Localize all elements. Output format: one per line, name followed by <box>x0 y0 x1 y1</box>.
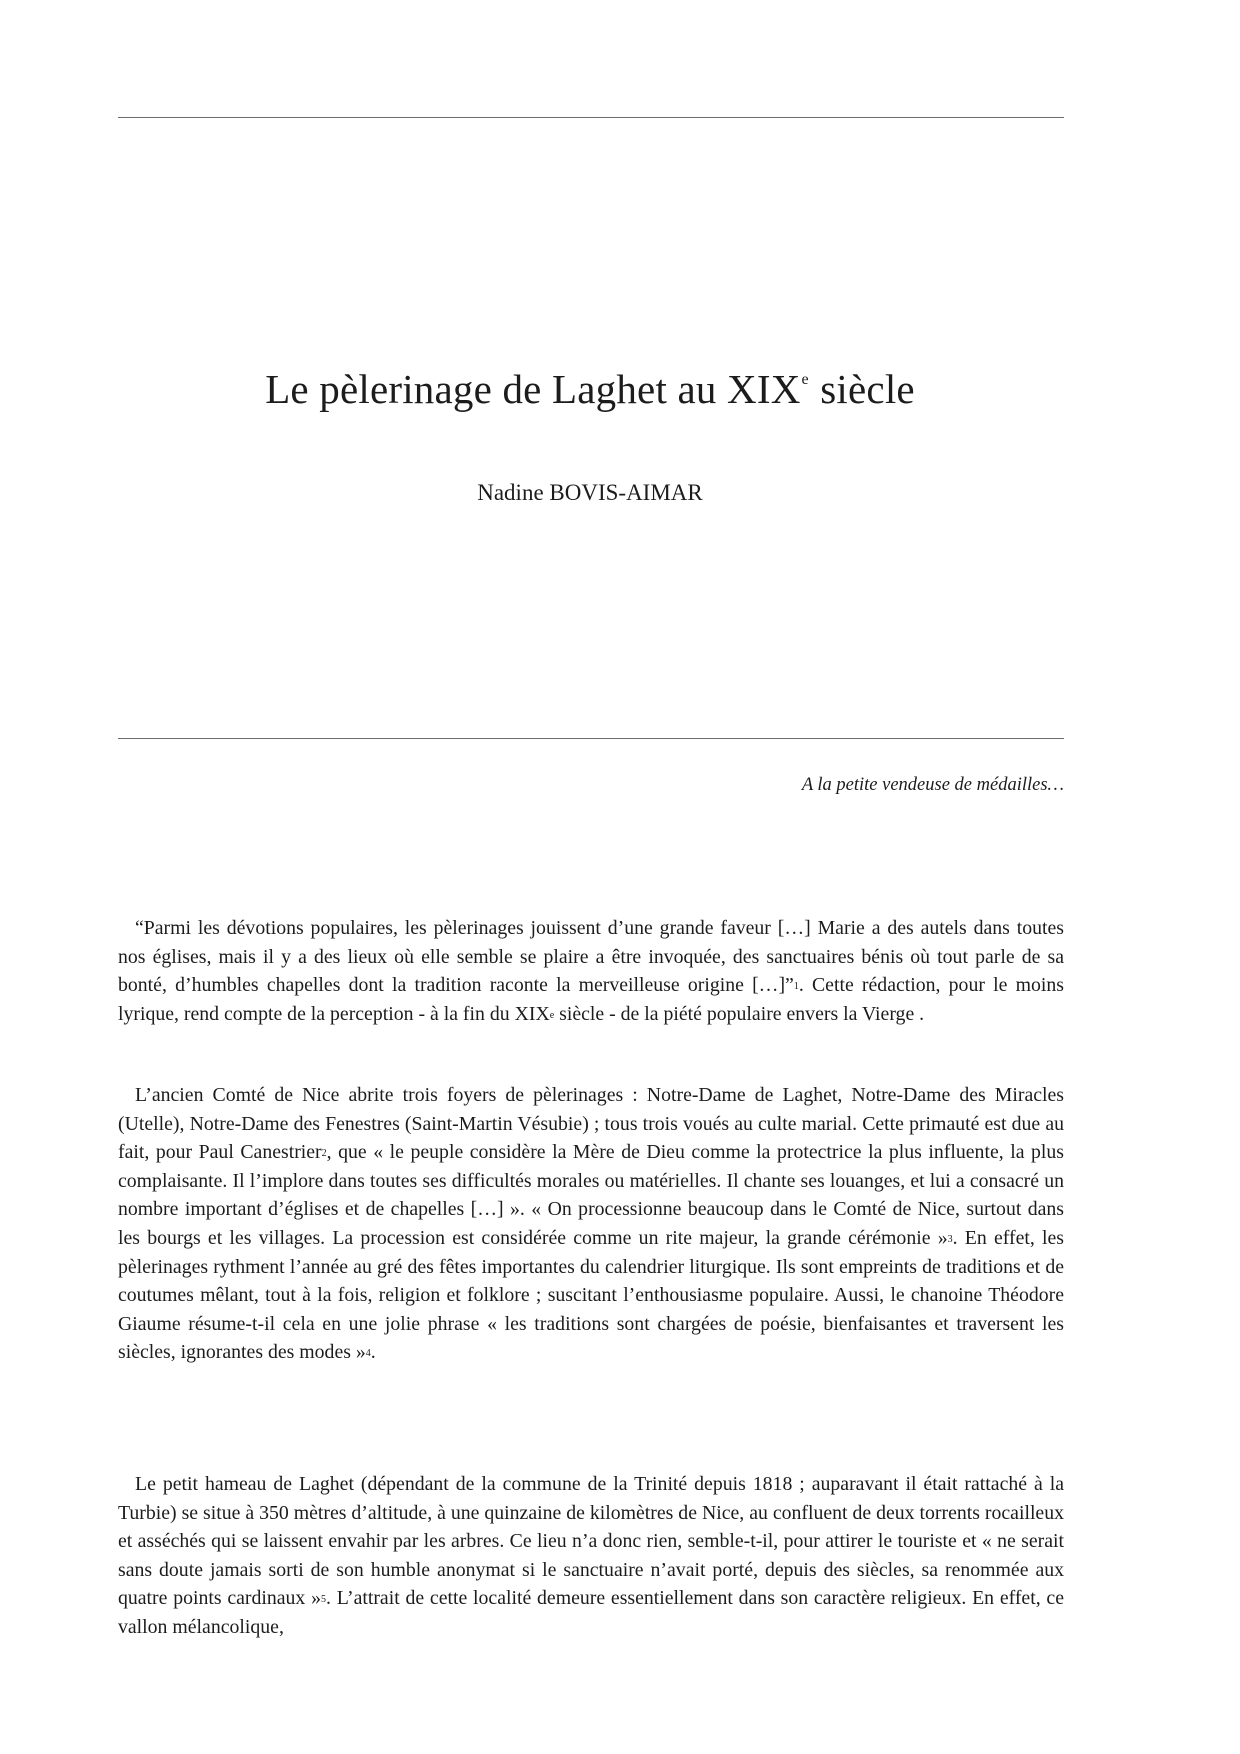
title-main: Le pèlerinage de Laghet au XIX <box>265 366 801 412</box>
article-title <box>0 365 1180 413</box>
p1-seg-0: “Parmi les dévotions populaires, les pèlerinages jouissent d’une grande faveur […] Marie a des autels dans toutes nos églises, mais il y a des lieux où elle semble se plaire a être invoquée, des sanctuaires bénis où tout parle de sa bonté, d’humbles chapelles dont la tradition raconte la merveilleuse origine […]” <box>118 917 1064 997</box>
author-name: Nadine BOVIS-AIMAR <box>477 480 703 505</box>
title-end: siècle <box>809 366 915 412</box>
p1-seg-4: siècle - de la piété populaire envers la Vierge . <box>554 1002 925 1025</box>
p3-seg-0: Le petit hameau de Laghet (dépendant de la commune de la Trinité depuis 1818 ; auparavant il était rattaché à la Turbie) se situe à 350 mètres d’altitude, à une quinzaine de kilomètres de Nice, au confluent de deux torrents rocailleux et asséchés qui se laissent envahir par les arbres. Ce lieu n’a donc rien, semble-t-il, pour attirer le touriste et « ne serait sans doute jamais sorti de son humble anonymat si le sanctuaire n’avait porté, depuis des siècles, sa renommée aux quatre points cardinaux » <box>118 1473 1064 1610</box>
footnote-ref-2: 2 <box>321 1148 327 1160</box>
p2-seg-2: , que « le peuple considère la Mère de Dieu comme la protectrice la plus influente, la plus complaisante. Il l’implore dans toutes ses difficultés morales ou matérielles. Il chante ses louanges, et lui a consacré un nombre important d’églises et de chapelles […] ». « On processionne beaucoup dans le Comté de Nice, surtout dans les bourgs et les villages. La procession est considérée comme un rite majeur, la grande cérémonie » <box>118 1141 1065 1249</box>
p2-seg-4: . En effet, les pèlerinages rythment l’année au gré des fêtes importantes du calendrier liturgique. Ils sont empreints de traditions et de coutumes mêlant, tout à la fois, religion et folklore ; suscitant l’enthousiasme populaire. Aussi, le chanoine Théodore Giaume résume-t-il cela en une jolie phrase « les traditions sont chargées de poésie, bienfaisantes et traversent les siècles, ignorantes des modes » <box>118 1226 1064 1364</box>
p2-seg-6: . <box>370 1341 376 1364</box>
paragraph-2 <box>118 1081 1064 1367</box>
dedication: A la petite vendeuse de médailles… <box>801 775 1064 795</box>
middle-rule <box>118 738 1064 739</box>
paragraph-1 <box>118 914 1064 1028</box>
footnote-ref-5: 5 <box>321 1594 326 1606</box>
paragraph-3 <box>118 1470 1064 1642</box>
top-rule <box>118 117 1064 118</box>
title-superscript: e <box>801 371 809 388</box>
p2-seg-0: L’ancien Comté de Nice abrite trois foyers de pèlerinages : Notre-Dame de Laghet, Notre-Dame des Miracles (Utelle), Notre-Dame des Fenestres (Saint-Martin Vésubie) ; tous trois voués au culte marial. Cette primauté est due au fait, pour Paul Canestrier <box>118 1084 1064 1164</box>
footnote-ref-4: 4 <box>365 1348 371 1360</box>
footnote-ref-3: 3 <box>947 1233 953 1245</box>
p3-seg-2: . L’attrait de cette localité demeure essentiellement dans son caractère religieux. En effet, ce vallon mélancolique, <box>118 1587 1064 1638</box>
superscript-e: e <box>549 1009 555 1021</box>
footnote-ref-1: 1 <box>793 981 799 993</box>
p1-seg-2: . Cette rédaction, pour le moins lyrique, rend compte de la perception - à la fin du XIX <box>118 974 1064 1025</box>
